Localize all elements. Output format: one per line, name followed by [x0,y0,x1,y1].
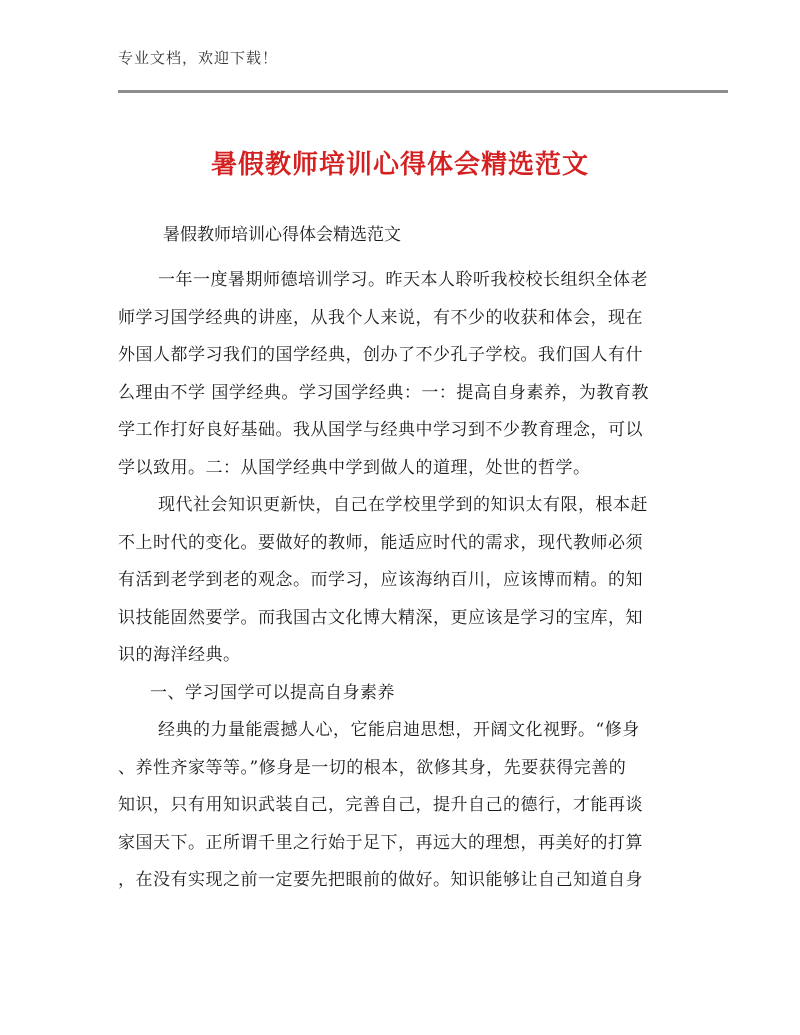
document-subtitle: 暑假教师培训心得体会精选范文 [163,225,401,245]
section-heading: 一、学习国学可以提高自身素养 [150,682,395,703]
paragraph-line: 知识，只有用知识武装自己，完善自己，提升自己的德行，才能再谈 [118,795,643,815]
paragraph-line: 师学习国学经典的讲座，从我个人来说，有不少的收获和体会，现在 [118,307,643,328]
paragraph-line: 有活到老学到老的观念。而学习，应该海纳百川，应该博而精。的知 [118,570,643,590]
paragraph-line: 学工作打好良好基础。我从国学与经典中学习到不少教育理念，可以 [118,420,643,440]
paragraph-line: 经典的力量能震撼人心，它能启迪思想，开阔文化视野。“修身 [158,720,640,740]
paragraph-line: 不上时代的变化。要做好的教师，能适应时代的需求，现代教师必须 [118,532,643,553]
paragraph-line: 、养性齐家等等。”修身是一切的根本，欲修其身，先要获得完善的 [118,757,627,778]
paragraph-line: 现代社会知识更新快，自己在学校里学到的知识太有限，根本赶 [158,495,648,515]
header-divider [118,90,728,93]
paragraph-line: 识技能固然要学。而我国古文化博大精深，更应该是学习的宝库，知 [118,607,643,628]
paragraph-line: 学以致用。二：从国学经典中学到做人的道理，处世的哲学。 [118,457,591,478]
paragraph-line: 外国人都学习我们的国学经典，创办了不少孔子学校。我们国人有什 [118,345,643,365]
paragraph-line: 么理由不学 国学经典。学习国学经典：一：提高自身素养，为教育教 [118,382,649,403]
paragraph-line: ，在没有实现之前一定要先把眼前的做好。知识能够让自己知道自身 [118,870,643,890]
header-text: 专业文档，欢迎下载！ [118,49,279,67]
paragraph-line: 家国天下。正所谓千里之行始于足下，再远大的理想，再美好的打算 [118,832,643,853]
body-text [118,262,688,900]
paragraph-line: 一年一度暑期师德培训学习。昨天本人聆听我校校长组织全体老 [158,270,648,290]
paragraph-line: 识的海洋经典。 [118,645,241,665]
document-title: 暑假教师培训心得体会精选范文 [210,150,589,180]
